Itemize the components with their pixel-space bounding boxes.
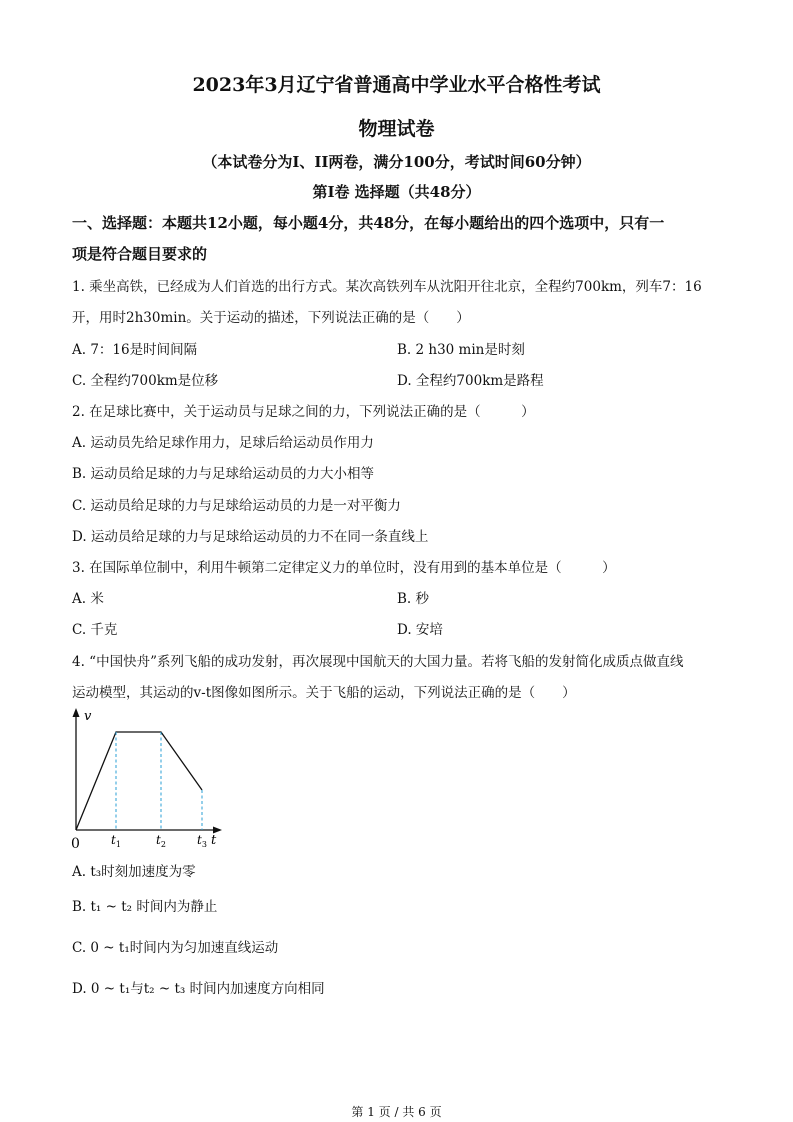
q1-option-c: C. 全程约700km是位移 [72,373,219,389]
q4-stem-line2: 运动模型，其运动的v-t图像如图所示。关于飞船的运动，下列说法正确的是（ ） [72,685,576,701]
t1-label: $t_1$ [111,833,121,849]
q2-option-c: C. 运动员给足球的力与足球给运动员的力是一对平衡力 [72,498,401,514]
page-footer: 第 1 页 / 共 6 页 [351,1105,442,1119]
q2-option-d: D. 运动员给足球的力与足球给运动员的力不在同一条直线上 [72,529,429,545]
velocity-curve [76,732,202,830]
v-axis-label: v [84,709,92,724]
q2-stem: 2. 在足球比赛中，关于运动员与足球之间的力，下列说法正确的是（ ） [72,404,535,420]
q4-option-c: C. 0 ~ t₁时间内为匀加速直线运动 [72,940,279,956]
part-heading: 第I卷 选择题（共48分） [312,183,481,201]
q3-option-d: D. 安培 [397,622,443,638]
q4-option-b: B. t₁ ~ t₂ 时间内为静止 [72,899,218,915]
q1-stem-line1: 1. 乘坐高铁，已经成为人们首选的出行方式。某次高铁列车从沈阳开往北京，全程约700km，列车7：16 [72,279,702,295]
q3-stem: 3. 在国际单位制中，利用牛顿第二定律定义力的单位时，没有用到的基本单位是（ ） [72,560,616,576]
section-heading-line2: 项是符合题目要求的 [72,245,208,263]
q3-option-c: C. 千克 [72,622,118,638]
t3-label: $t_3$ [197,833,207,849]
section-heading-line1: 一、选择题：本题共12小题，每小题4分，共48分，在每小题给出的四个选项中，只有一 [72,214,665,232]
origin-label: 0 [71,836,80,852]
q3-option-b: B. 秒 [397,591,430,607]
exam-note: （本试卷分为I、II两卷，满分100分，考试时间60分钟） [202,153,591,171]
q4-option-a: A. t₃时刻加速度为零 [72,864,196,880]
q4-stem-line1: 4. “中国快舟”系列飞船的成功发射，再次展现中国航天的大国力量。若将飞船的发射简化成质点做直线 [72,654,684,670]
q4-option-d: D. 0 ~ t₁与t₂ ~ t₃ 时间内加速度方向相同 [72,981,325,997]
t-axis-label: t [211,833,217,848]
vt-graph [66,704,236,854]
q1-option-a: A. 7：16是时间间隔 [72,342,198,358]
q2-option-b: B. 运动员给足球的力与足球给运动员的力大小相等 [72,466,375,482]
q1-option-d: D. 全程约700km是路程 [397,373,544,389]
exam-title: 2023年3月辽宁省普通高中学业水平合格性考试 [192,74,601,96]
exam-subtitle: 物理试卷 [358,118,435,140]
t2-label: $t_2$ [156,833,166,849]
v-axis [73,708,80,830]
q2-option-a: A. 运动员先给足球作用力，足球后给运动员作用力 [72,435,374,451]
q3-option-a: A. 米 [72,591,104,607]
q1-option-b: B. 2 h30 min是时刻 [397,342,525,358]
q1-stem-line2: 开，用时2h30min。关于运动的描述，下列说法正确的是（ ） [72,310,470,326]
